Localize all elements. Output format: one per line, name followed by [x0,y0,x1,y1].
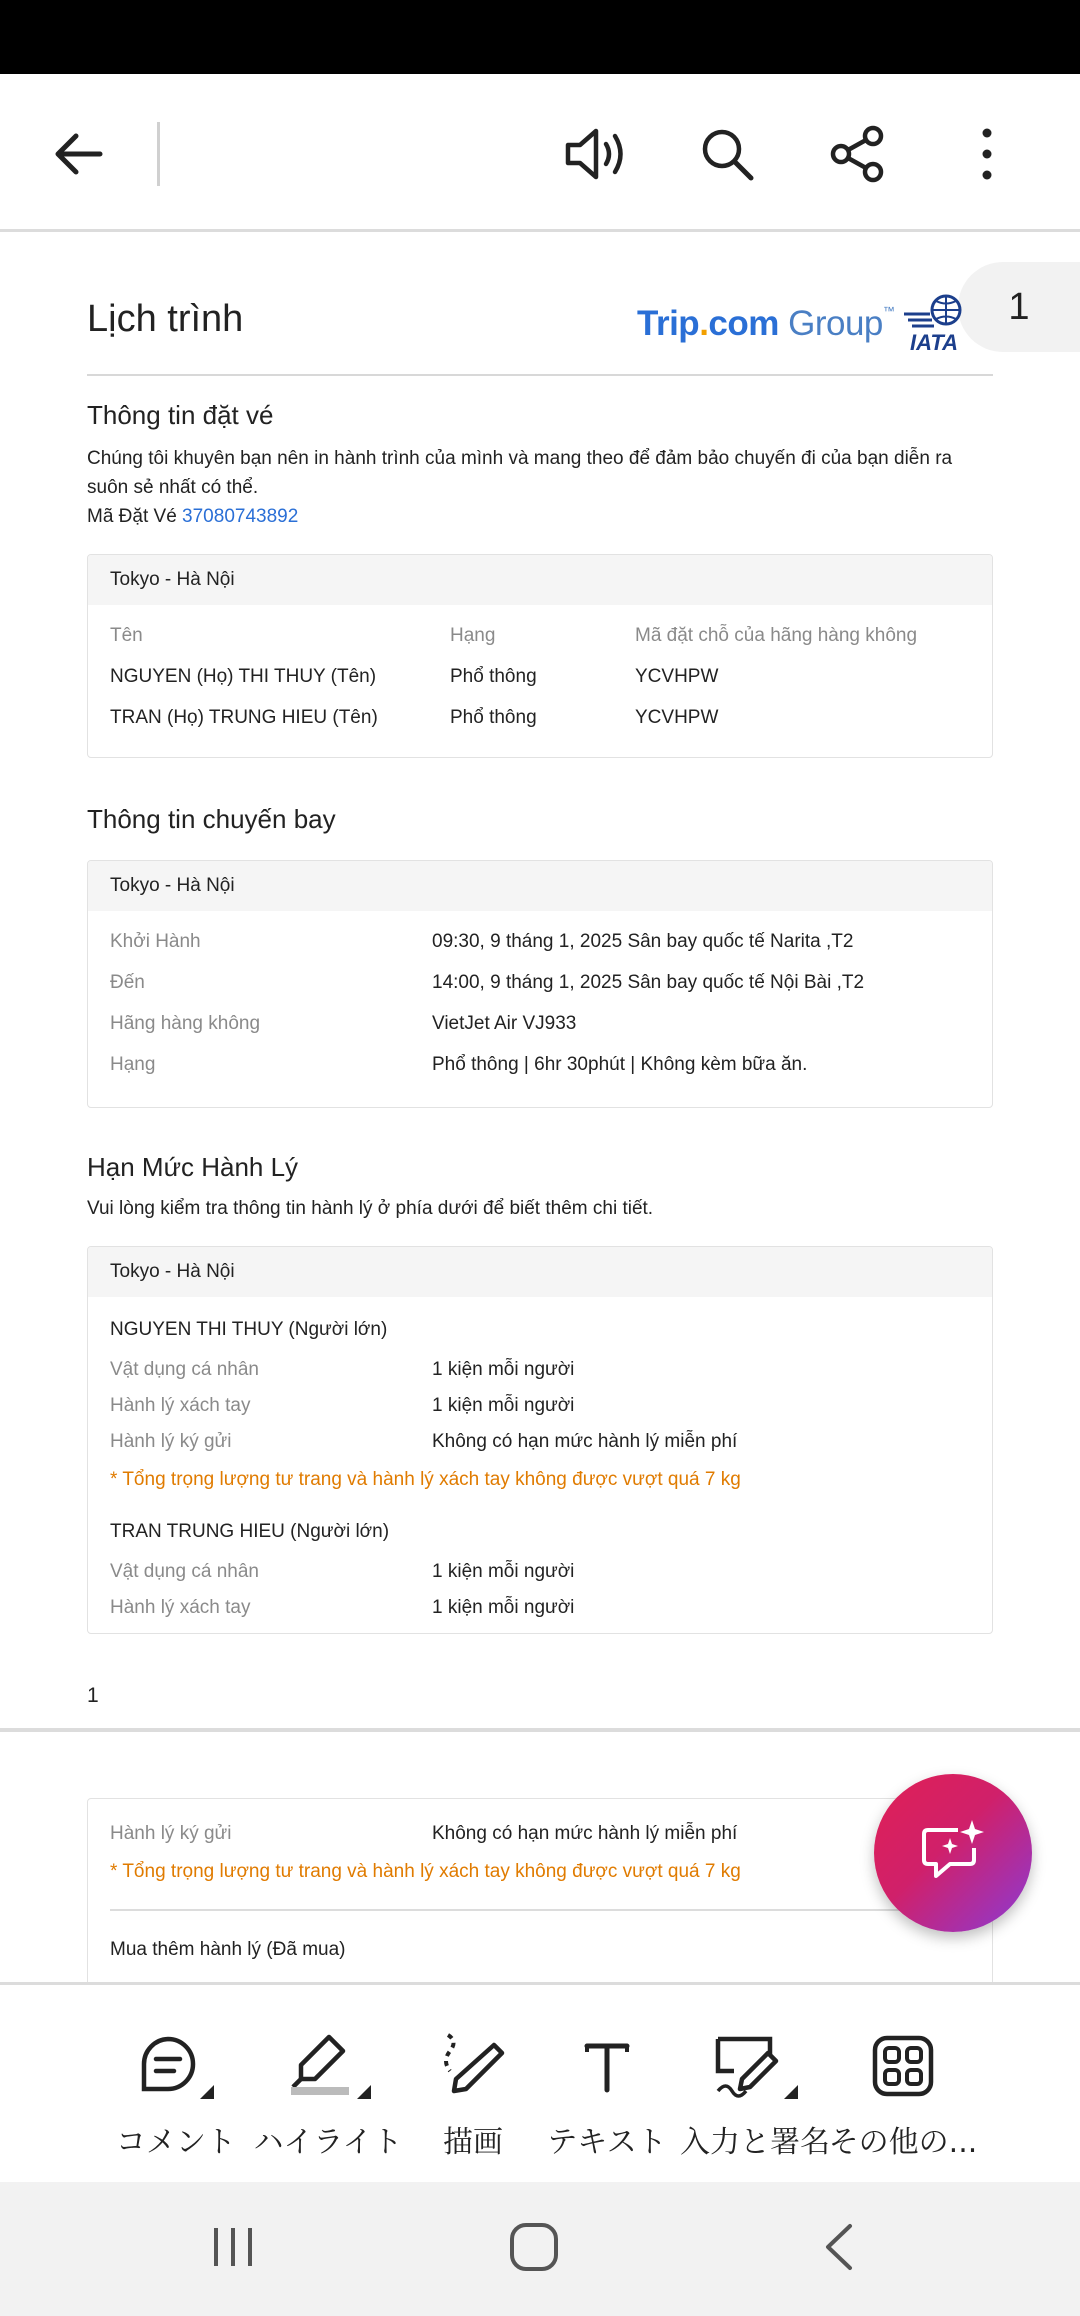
col-class: Hạng [450,625,496,646]
svg-text:IATA: IATA [910,330,959,354]
table-row: Phổ thông [450,707,537,728]
flight-heading: Thông tin chuyến bay [87,804,336,834]
page-footer-number: 1 [87,1684,99,1707]
baggage-note: Vui lòng kiểm tra thông tin hành lý ở phía dưới để biết thêm chi tiết. [87,1198,654,1219]
home-icon[interactable] [489,2212,579,2282]
baggage-label: Hành lý xách tay [110,1597,251,1618]
flight-label: Hạng [110,1054,156,1075]
more-icon[interactable] [942,109,1032,199]
flight-value: 09:30, 9 tháng 1, 2025 Sân bay quốc tế Narita ,T2 [432,931,854,952]
baggage-value: 1 kiện mỗi người [432,1597,575,1618]
title-divider [87,374,993,376]
flight-value: 14:00, 9 tháng 1, 2025 Sân bay quốc tế Nội Bài ,T2 [432,972,865,993]
flight-label: Hãng hàng không [110,1013,261,1034]
tool-highlight[interactable]: ハイライト [253,2031,403,2161]
highlight-icon [253,2031,403,2101]
flight-value: Phổ thông | 6hr 30phút | Không kèm bữa ăn. [432,1054,808,1075]
baggage-label: Hành lý xách tay [110,1395,251,1416]
status-bar [0,0,1080,74]
tool-comment[interactable]: コメント [101,2031,251,2161]
ai-assist-icon [918,1818,988,1889]
tool-text[interactable]: テキスト [532,2031,682,2161]
baggage-warning: * Tổng trọng lượng tư trang và hành lý xách tay không được vượt quá 7 kg [110,1861,741,1882]
recent-apps-icon[interactable] [188,2212,278,2282]
booking-card [87,554,993,758]
table-row: NGUYEN (Họ) THI THUY (Tên) [110,666,377,687]
booking-route: Tokyo - Hà Nội [88,555,992,605]
baggage-label: Vật dụng cá nhân [110,1359,259,1380]
col-name: Tên [110,625,143,646]
read-aloud-icon[interactable] [552,109,642,199]
comment-icon [101,2031,251,2101]
system-nav-bar [0,2182,1080,2316]
passenger-name: NGUYEN THI THUY (Người lớn) [110,1319,388,1340]
col-pnr: Mã đặt chỗ của hãng hàng không [635,625,918,646]
brand-logo: Trip.com Group™ [637,304,895,343]
ai-assist-button[interactable] [874,1774,1032,1932]
baggage-label: Hành lý ký gửi [110,1431,232,1452]
share-icon[interactable] [812,109,902,199]
tool-sign[interactable]: 入力と署名 [680,2031,830,2161]
back-arrow-icon[interactable] [33,109,123,199]
document-page-1[interactable] [0,232,1080,1728]
table-row: YCVHPW [635,666,719,687]
flight-label: Đến [110,972,145,993]
card-divider [110,1909,972,1911]
flight-card [87,860,993,1108]
baggage-value: Không có hạn mức hành lý miễn phí [432,1823,738,1844]
baggage-value: 1 kiện mỗi người [432,1359,575,1380]
flight-label: Khởi Hành [110,931,201,952]
booking-note: Chúng tôi khuyên bạn nên in hành trình của mình và mang theo để đảm bảo chuyến đi của bạn diễn ra suôn sẻ nhất có thể. [87,448,953,498]
baggage-route: Tokyo - Hà Nội [88,1247,992,1297]
page-number-badge: 1 [958,262,1080,352]
baggage-warning: * Tổng trọng lượng tư trang và hành lý xách tay không được vượt quá 7 kg [110,1469,741,1490]
text-icon [532,2031,682,2101]
table-row: TRAN (Họ) TRUNG HIEU (Tên) [110,707,378,728]
table-row: YCVHPW [635,707,719,728]
baggage-heading: Hạn Mức Hành Lý [87,1152,299,1182]
booking-heading: Thông tin đặt vé [87,400,274,430]
flight-value: VietJet Air VJ933 [432,1013,577,1034]
baggage-value: 1 kiện mỗi người [432,1395,575,1416]
table-row: Phổ thông [450,666,537,687]
sign-icon [680,2031,830,2101]
baggage-value: 1 kiện mỗi người [432,1561,575,1582]
search-icon[interactable] [682,109,772,199]
tool-more[interactable]: その他の... [828,2031,978,2161]
baggage-label: Vật dụng cá nhân [110,1561,259,1582]
baggage-value: Không có hạn mức hành lý miễn phí [432,1431,738,1452]
more-tools-icon [828,2031,978,2101]
baggage-card [87,1246,993,1634]
toolbar-divider [157,122,160,186]
draw-icon [398,2031,548,2101]
booking-code: Mã Đặt Vé 37080743892 [87,506,299,527]
back-icon[interactable] [793,2212,883,2282]
baggage-card-continued [87,1798,993,1982]
extra-baggage: Mua thêm hành lý (Đã mua) [110,1939,346,1960]
baggage-label: Hành lý ký gửi [110,1823,232,1844]
flight-route: Tokyo - Hà Nội [88,861,992,911]
iata-logo [902,292,982,354]
passenger-name: TRAN TRUNG HIEU (Người lớn) [110,1521,390,1542]
annotation-toolbar [0,1982,1080,2182]
tool-draw[interactable]: 描画 [398,2031,548,2161]
doc-title: Lịch trình [87,298,244,340]
booking-code-link[interactable]: 37080743892 [182,506,299,527]
app-toolbar [0,74,1080,232]
